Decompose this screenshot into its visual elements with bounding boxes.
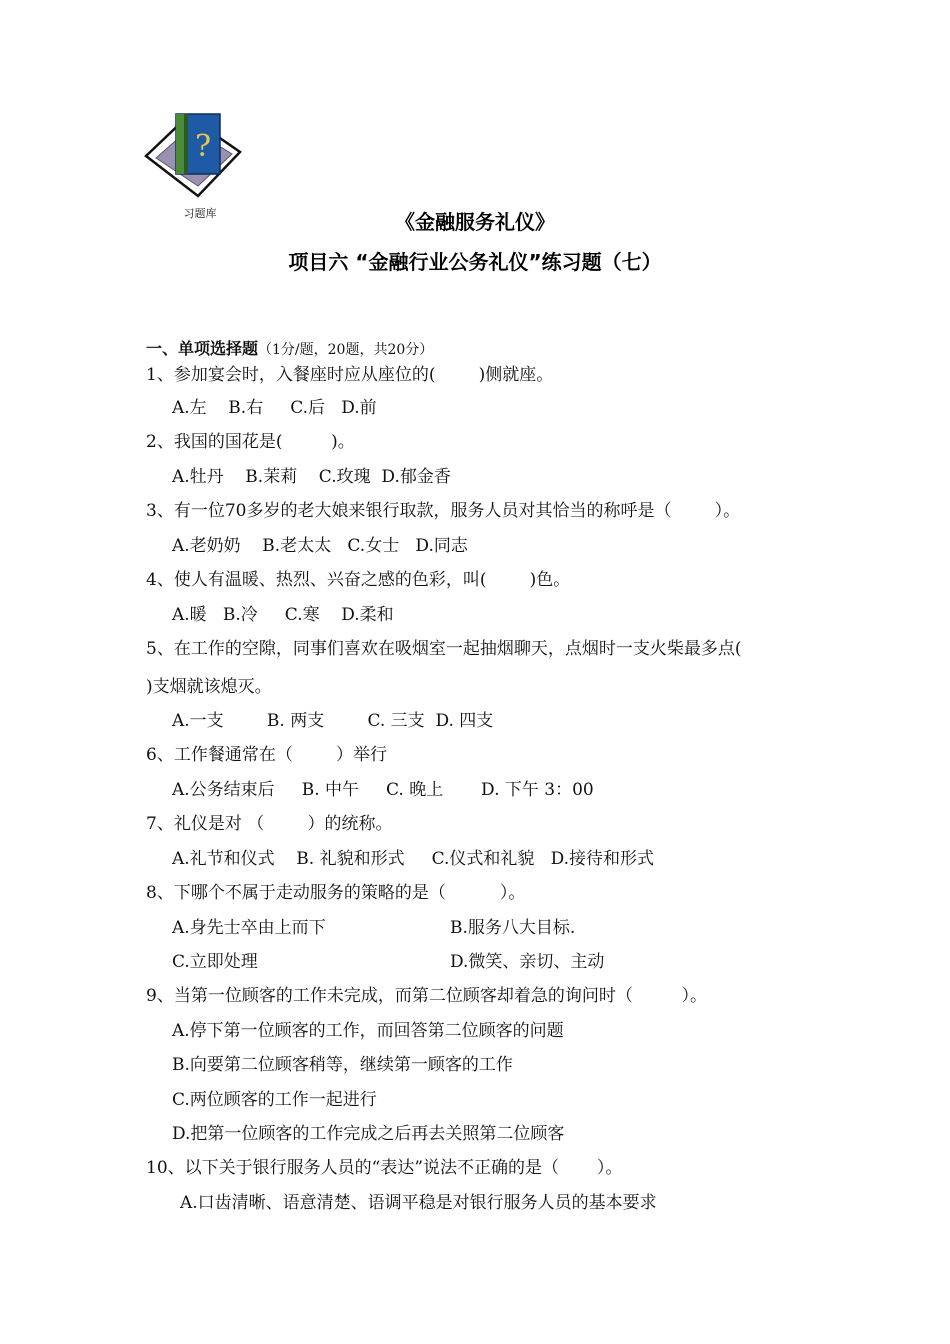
question-option: B.服务八大目标. (450, 918, 576, 938)
question-option: A.口齿清晰、语意清楚、语调平稳是对银行服务人员的基本要求 (180, 1193, 657, 1213)
question-options: A.一支 B. 两支 C. 三支 D. 四支 (172, 711, 494, 731)
section-header (146, 338, 433, 361)
question-options: A.牡丹 B.茉莉 C.玫瑰 D.郁金香 (172, 467, 451, 487)
question-option: C.两位顾客的工作一起进行 (172, 1090, 377, 1110)
page-title: 《金融服务礼仪》 (395, 210, 555, 234)
question-options: A.礼节和仪式 B. 礼貌和形式 C.仪式和礼貌 D.接待和形式 (172, 849, 655, 869)
question-options: A.公务结束后 B. 中午 C. 晚上 D. 下午 3：00 (172, 780, 594, 800)
question-option: D.把第一位顾客的工作完成之后再去关照第二位顾客 (172, 1124, 565, 1144)
question-book-icon (140, 108, 248, 203)
question-stem: 5、在工作的空隙，同事们喜欢在吸烟室一起抽烟聊天，点烟时一支火柴最多点( (146, 639, 742, 659)
question-options: A.左 B.右 C.后 D.前 (172, 398, 377, 418)
question-stem-continued: )支烟就该熄灭。 (146, 677, 272, 697)
svg-text:?: ? (194, 129, 212, 164)
question-stem: 6、工作餐通常在（ ）举行 (146, 745, 388, 765)
section-heading: 一、单项选择题 (146, 339, 259, 358)
question-stem: 2、我国的国花是( )。 (146, 432, 355, 452)
question-options: A.老奶奶 B.老太太 C.女士 D.同志 (172, 536, 468, 556)
question-stem: 1、参加宴会时，入餐座时应从座位的( )侧就座。 (146, 365, 554, 385)
question-option: A.身先士卒由上而下 (172, 918, 326, 938)
question-stem: 8、下哪个不属于走动服务的策略的是（ ）。 (146, 883, 526, 903)
question-stem: 10、以下关于银行服务人员的“表达”说法不正确的是（ ）。 (146, 1158, 623, 1178)
question-stem: 4、使人有温暖、热烈、兴奋之感的色彩，叫( )色。 (146, 570, 571, 590)
page-subtitle: 项目六 “金融行业公务礼仪”练习题（七） (288, 250, 662, 274)
question-stem: 9、当第一位顾客的工作未完成，而第二位顾客却着急的询问时（ ）。 (146, 986, 707, 1006)
question-option: C.立即处理 (172, 952, 258, 972)
question-stem: 3、有一位70多岁的老大娘来银行取款，服务人员对其恰当的称呼是（ ）。 (146, 501, 741, 521)
question-option: A.停下第一位顾客的工作，而回答第二位顾客的问题 (172, 1021, 564, 1041)
section-note: （1分/题，20题，共20分） (258, 342, 434, 358)
question-option: D.微笑、亲切、主动 (450, 952, 605, 972)
question-stem: 7、礼仪是对 （ ）的统称。 (146, 814, 393, 834)
logo-caption: 习题库 (183, 207, 217, 220)
question-options: A.暖 B.冷 C.寒 D.柔和 (172, 605, 394, 625)
question-option: B.向要第二位顾客稍等，继续第一顾客的工作 (172, 1055, 513, 1075)
